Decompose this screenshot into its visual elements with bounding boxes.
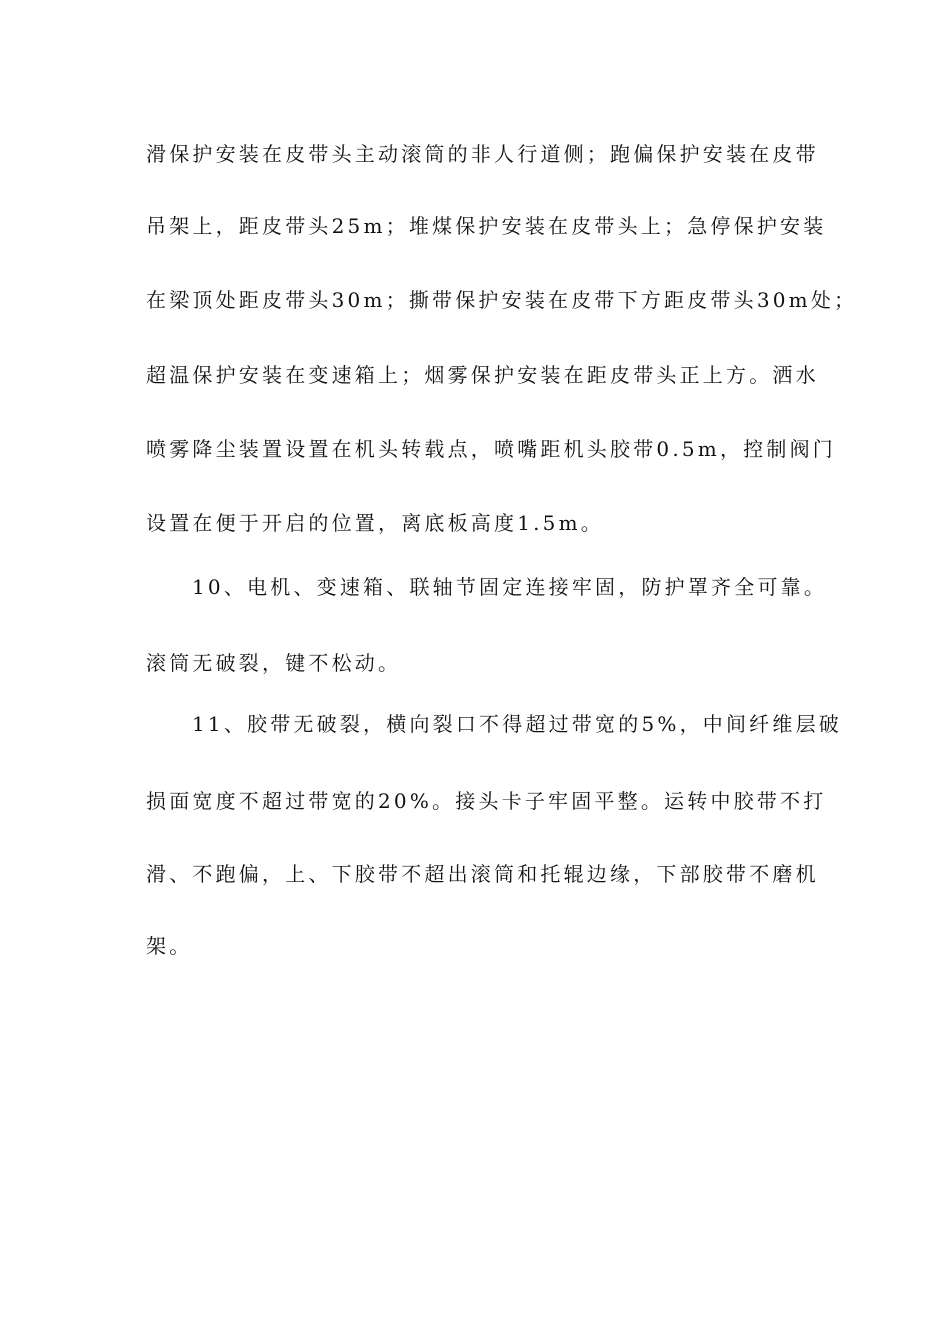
text-line-5: 喷雾降尘装置设置在机头转载点，喷嘴距机头胶带0.5m，控制阀门 [146, 437, 836, 461]
text-line-2: 吊架上，距皮带头25m；堆煤保护安装在皮带头上；急停保护安装 [146, 214, 827, 238]
text-line-4: 超温保护安装在变速箱上；烟雾保护安装在距皮带头正上方。洒水 [146, 363, 819, 387]
paragraph-10-line-2: 滚筒无破裂，键不松动。 [146, 651, 402, 675]
text-line-3: 在梁顶处距皮带头30m；撕带保护安装在皮带下方距皮带头30m处； [146, 288, 858, 312]
paragraph-10-line-1: 10、电机、变速箱、联轴节固定连接牢固，防护罩齐全可靠。 [192, 575, 828, 599]
paragraph-11-line-1: 11、胶带无破裂，横向裂口不得超过带宽的5%，中间纤维层破 [192, 712, 842, 736]
paragraph-11-line-3: 滑、不跑偏，上、下胶带不超出滚筒和托辊边缘，下部胶带不磨机 [146, 862, 819, 886]
paragraph-11-line-2: 损面宽度不超过带宽的20%。接头卡子牢固平整。运转中胶带不打 [146, 789, 827, 813]
text-line-6: 设置在便于开启的位置，离底板高度1.5m。 [146, 511, 604, 535]
paragraph-11-line-4: 架。 [146, 934, 193, 958]
text-line-1: 滑保护安装在皮带头主动滚筒的非人行道侧；跑偏保护安装在皮带 [146, 142, 819, 166]
